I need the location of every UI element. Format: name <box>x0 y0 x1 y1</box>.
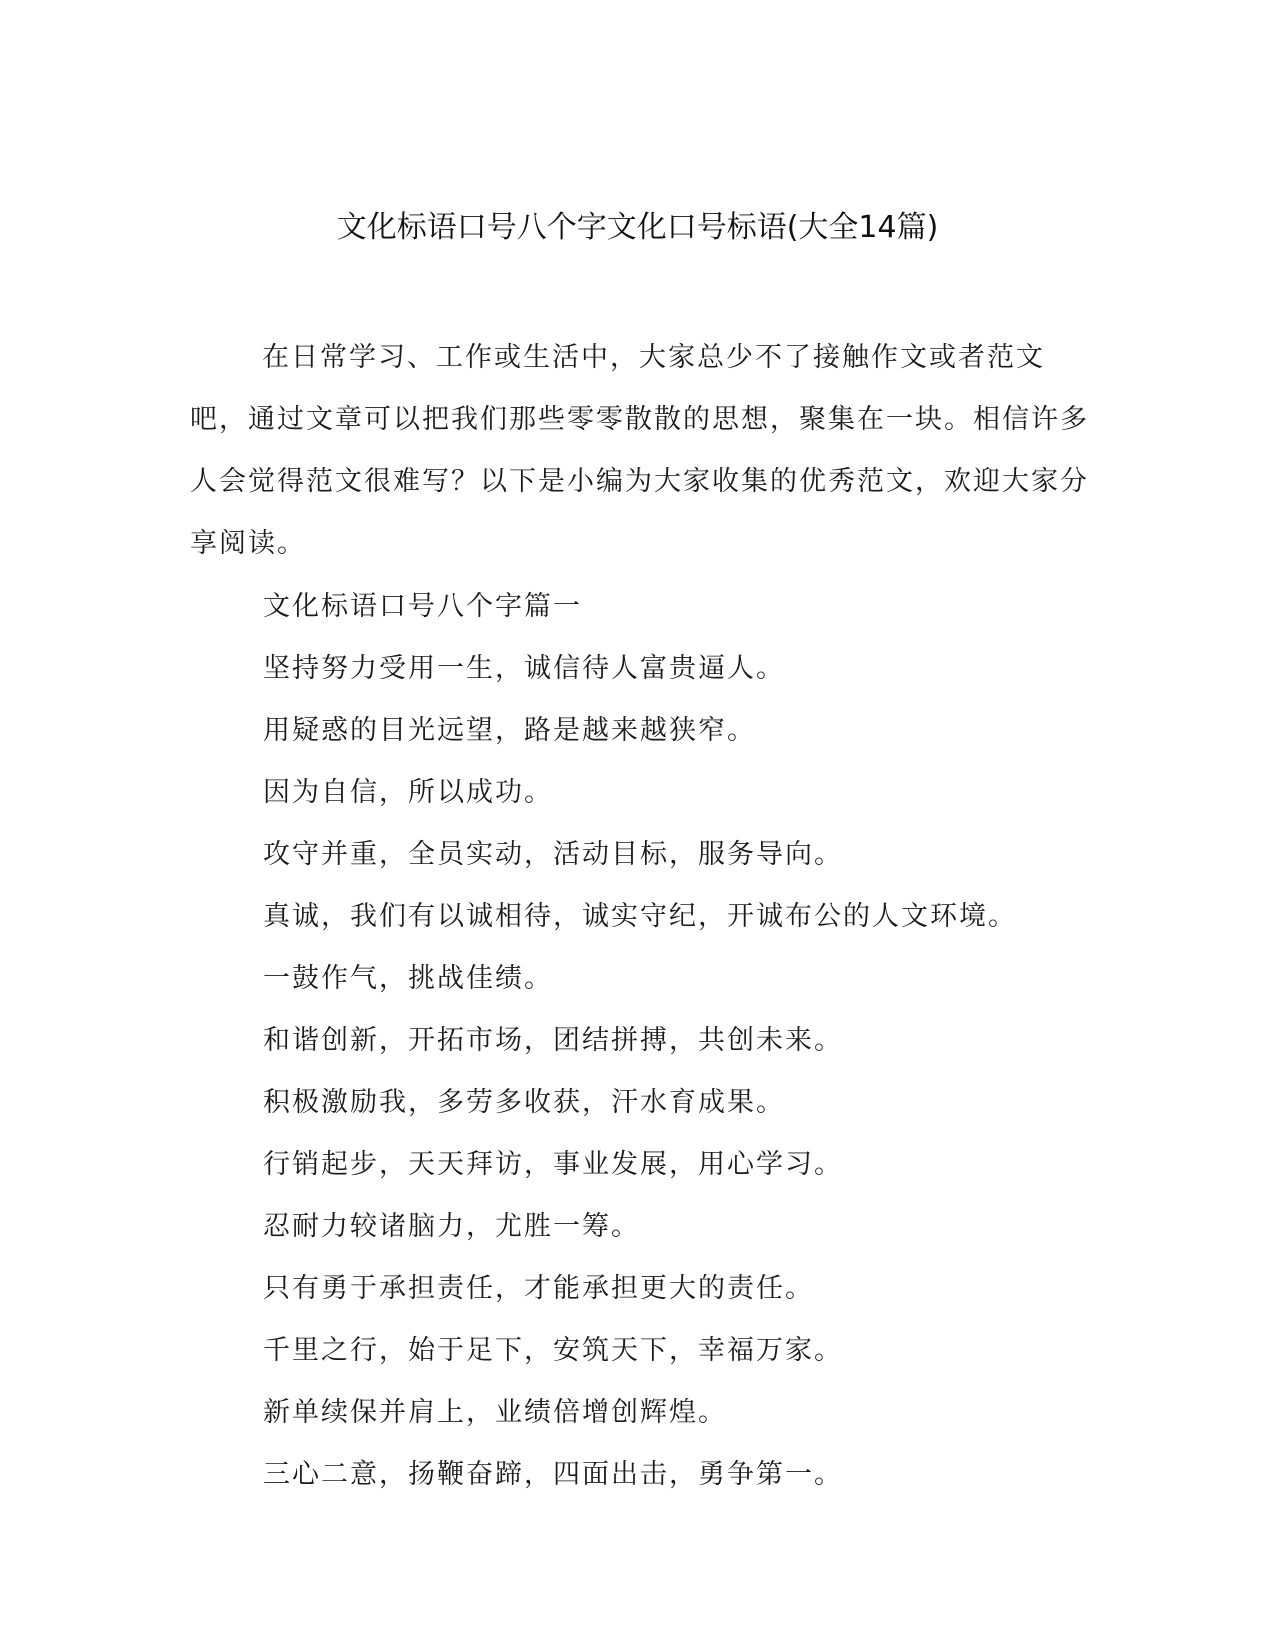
slogan-line: 三心二意，扬鞭奋蹄，四面出击，勇争第一。 <box>263 1459 843 1490</box>
slogan-line: 一鼓作气，挑战佳绩。 <box>263 963 553 994</box>
document-title: 文化标语口号八个字文化口号标语(大全14篇) <box>336 210 939 245</box>
section-heading: 文化标语口号八个字篇一 <box>263 591 582 622</box>
slogan-line: 因为自信，所以成功。 <box>263 777 553 808</box>
slogan-line: 用疑惑的目光远望，路是越来越狭窄。 <box>263 715 756 746</box>
slogan-line: 坚持努力受用一生，诚信待人富贵逼人。 <box>263 653 785 684</box>
slogan-line: 积极激励我，多劳多收获，汗水育成果。 <box>263 1087 785 1118</box>
intro-paragraph: 在日常学习、工作或生活中，大家总少不了接触作文或者范文吧，通过文章可以把我们那些零零散散的思想，聚集在一块。相信许多人会觉得范文很难写？以下是小编为大家收集的优秀范文，欢迎大家分享阅读。 <box>190 342 1089 559</box>
slogan-line: 真诚，我们有以诚相待，诚实守纪，开诚布公的人文环境。 <box>263 901 1017 932</box>
slogan-line: 千里之行，始于足下，安筑天下，幸福万家。 <box>263 1335 843 1366</box>
slogan-line: 攻守并重，全员实动，活动目标，服务导向。 <box>263 839 843 870</box>
slogan-line: 忍耐力较诸脑力，尤胜一筹。 <box>263 1211 640 1242</box>
slogan-line: 行销起步，天天拜访，事业发展，用心学习。 <box>263 1149 843 1180</box>
slogan-list <box>263 576 1083 1506</box>
slogan-line: 只有勇于承担责任，才能承担更大的责任。 <box>263 1273 814 1304</box>
slogan-line: 新单续保并肩上，业绩倍增创辉煌。 <box>263 1397 727 1428</box>
slogan-line: 和谐创新，开拓市场，团结拼搏，共创未来。 <box>263 1025 843 1056</box>
